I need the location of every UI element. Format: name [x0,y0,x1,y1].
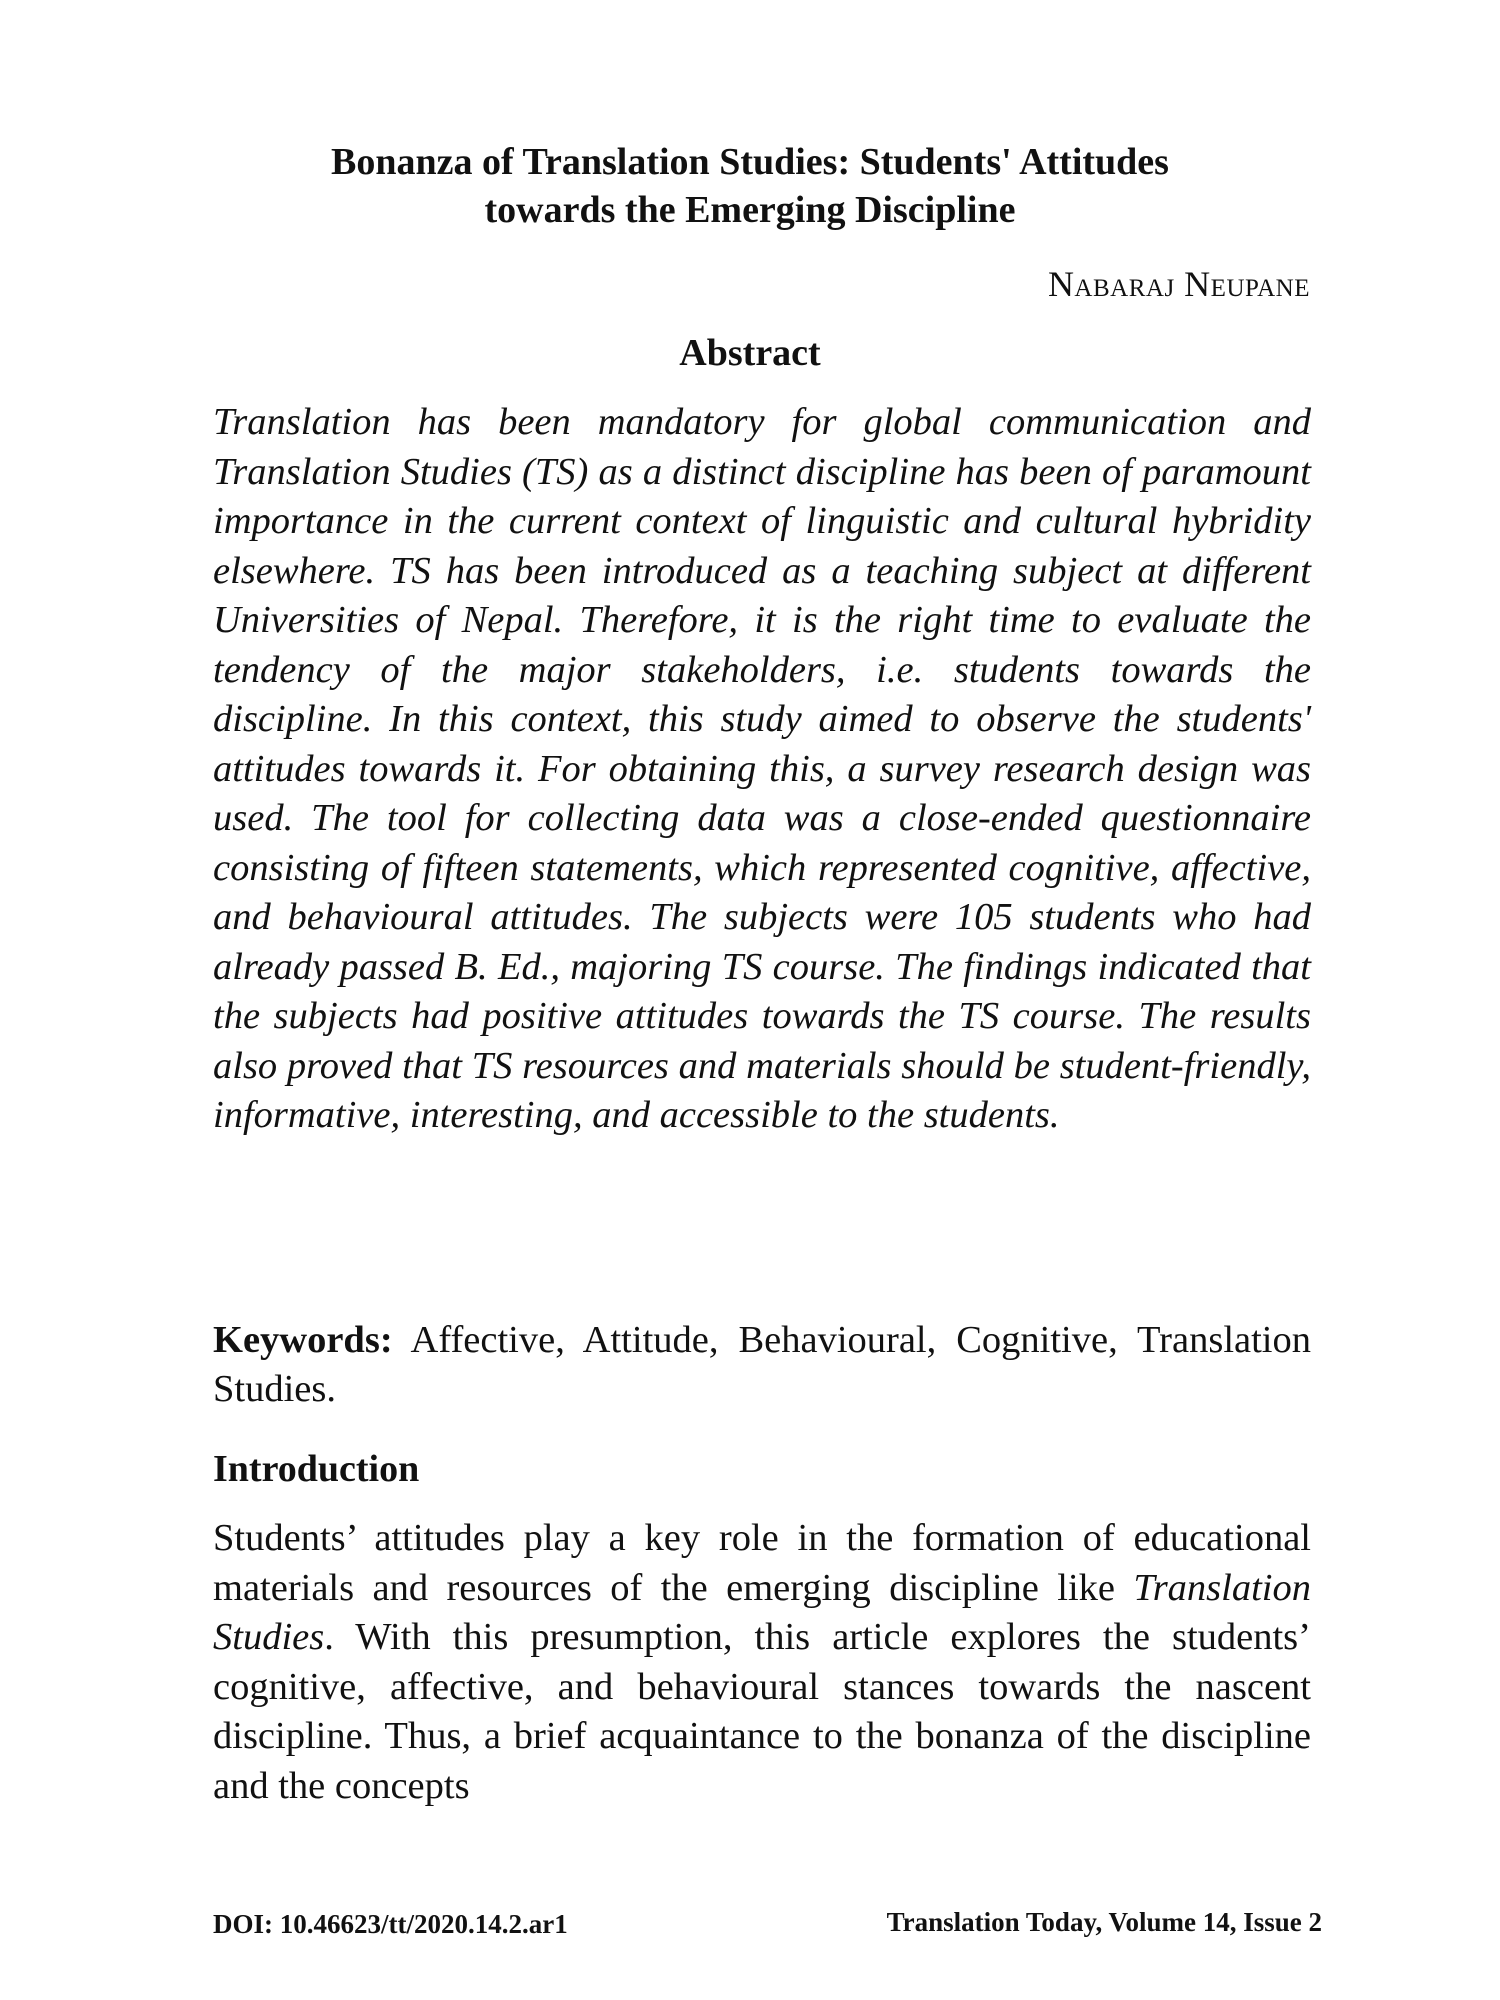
introduction-text-part-1: Students’ attitudes play a key role in the formation of educational materials and resources of the emerging discipline like [213,1517,1311,1609]
abstract-heading: Abstract [679,332,821,374]
footer-journal-info: Translation Today, Volume 14, Issue 2 [886,1907,1322,1937]
introduction-text-italic-term: Translation Studies [213,1566,1311,1658]
author-name: Nabaraj Neupane [1047,264,1310,304]
keywords-list: Affective, Attitude, Behavioural, Cognitive, Translation Studies. [213,1319,1311,1410]
keywords-label: Keywords: [213,1319,393,1361]
paper-title [200,138,1300,234]
footer-doi: DOI: 10.46623/tt/2020.14.2.ar1 [213,1909,568,1939]
introduction-text [213,1514,1311,1811]
paper-title-line-1: Bonanza of Translation Studies: Students' Attitudes [331,141,1169,183]
paper-title-line-2: towards the Emerging Discipline [484,189,1016,231]
keywords-paragraph [213,1316,1311,1414]
introduction-heading: Introduction [213,1448,420,1490]
abstract-text: Translation has been mandatory for global communication and Translation Studies (TS) as a distinct discipline has been of paramount importance in the current context of linguistic and cultural hybridity elsewhere. TS has been introduced as a teaching subject at different Universities of Nepal. Therefore, it is the right time to evaluate the tendency of the major stakeholders, i.e. students towards the discipline. In this context, this study aimed to observe the students' attitudes towards it. For obtaining this, a survey research design was used. The tool for collecting data was a close-ended questionnaire consisting of fifteen statements, which represented cognitive, affective, and behavioural attitudes. The subjects were 105 students who had already passed B. Ed., majoring TS course. The findings indicated that the subjects had positive attitudes towards the TS course. The results also proved that TS resources and materials should be student-friendly, informative, interesting, and accessible to the students. [213,401,1311,1136]
introduction-text-part-2: . With this presumption, this article explores the students’ cognitive, affective, and behavioural stances towards the nascent discipline. Thus, a brief acquaintance to the bonanza of the discipline and the concepts [213,1616,1311,1807]
